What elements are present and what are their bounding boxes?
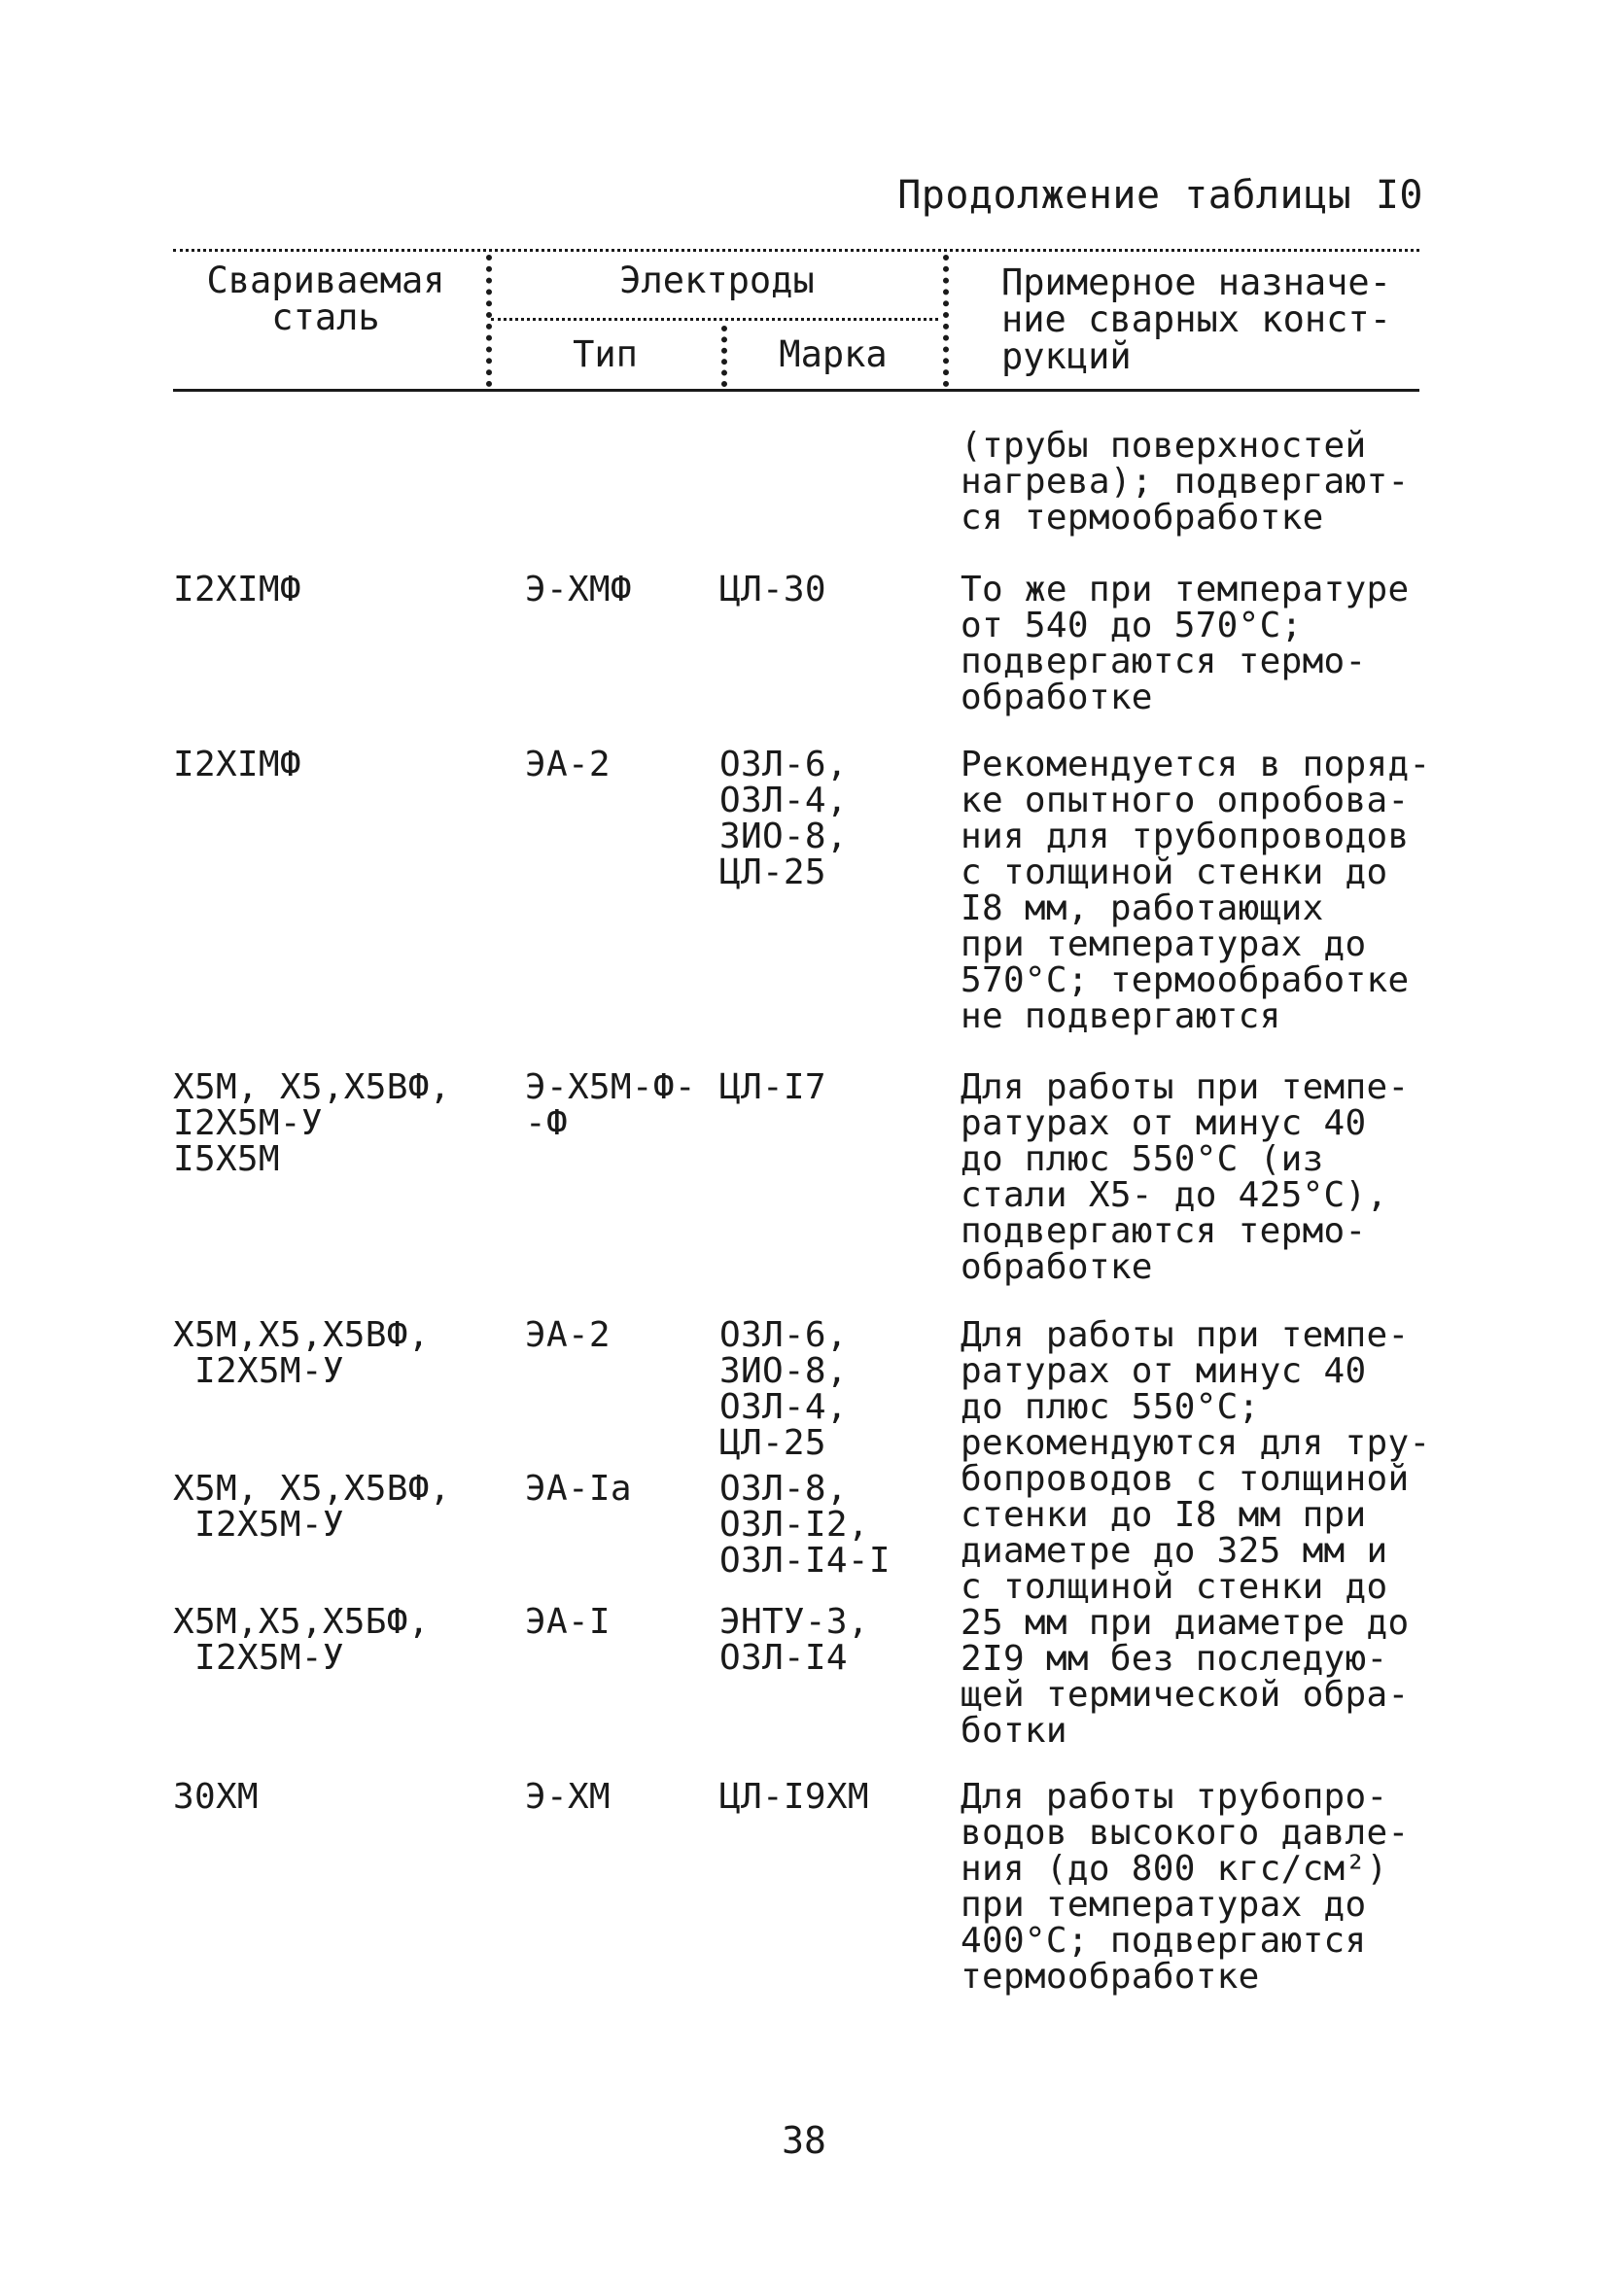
row-1-steel: I2XIМФ — [173, 570, 301, 609]
row-5-steel: Х5М, Х5,Х5ВФ, I2Х5М-У — [173, 1469, 451, 1545]
row-3-steel: Х5М, Х5,Х5ВФ, I2Х5М-У I5Х5М — [173, 1067, 451, 1179]
row-1-type: Э-ХМФ — [525, 570, 632, 609]
table-header-bottom-rule — [173, 389, 1419, 392]
row-3-type: Э-Х5М-Ф- -Ф — [525, 1067, 696, 1143]
row-4-brand: ОЗЛ-6, ЗИО-8, ОЗЛ-4, ЦЛ-25 — [719, 1315, 848, 1463]
header-divider-3 — [943, 255, 949, 387]
row-2-steel: I2XIМФ — [173, 745, 301, 784]
header-type: Тип — [573, 333, 638, 375]
electrodes-subheader-rule — [491, 318, 938, 321]
row-4-type: ЭА-2 — [525, 1315, 611, 1355]
row-7-type: Э-ХМ — [525, 1777, 611, 1817]
row-5-brand: ОЗЛ-8, ОЗЛ-I2, ОЗЛ-I4-I — [719, 1469, 891, 1581]
header-divider-1 — [486, 255, 492, 387]
row-1-purpose: То же при температуре от 540 до 570°С; подвергаются термо- обработке — [961, 570, 1410, 717]
row-4-steel: Х5М,Х5,Х5ВФ, I2Х5М-У — [173, 1315, 430, 1391]
row-7-steel: 30ХМ — [173, 1777, 259, 1817]
row-3-purpose: Для работы при темпе- ратурах от минус 40 до плюс 550°С (из стали Х5- до 425°С), подвергаются термо- обработке — [961, 1067, 1410, 1287]
row-6-brand: ЭНТУ-3, ОЗЛ-I4 — [719, 1602, 869, 1678]
table-caption: Продолжение таблицы I0 — [897, 173, 1423, 218]
row-6-type: ЭА-I — [525, 1602, 611, 1642]
row-2-brand: ОЗЛ-6, ОЗЛ-4, ЗИО-8, ЦЛ-25 — [719, 745, 848, 892]
page-number: 38 — [782, 2119, 826, 2162]
header-steel: Свариваемая сталь — [206, 260, 445, 338]
row-6-steel: Х5М,Х5,Х5БФ, I2Х5М-У — [173, 1602, 430, 1678]
row-3-brand: ЦЛ-I7 — [719, 1067, 826, 1107]
row-4-purpose: Для работы при темпе- ратурах от минус 40 до плюс 550°С; рекомендуются для тру- бопроводов с толщиной стенки до I8 мм при диаметре до 325 мм и с толщиной стенки до 25 мм при диаметре до 2I9 мм без последую- щей термической обра- ботки — [961, 1315, 1431, 1751]
row-0-purpose: (трубы поверхностей нагрева); подвергают- ся термообработке — [961, 426, 1410, 538]
row-5-type: ЭА-Iа — [525, 1469, 632, 1509]
row-1-brand: ЦЛ-30 — [719, 570, 826, 609]
row-2-type: ЭА-2 — [525, 745, 611, 784]
header-purpose: Примерное назначе- ние сварных конст- рукций — [1001, 261, 1391, 377]
table-top-rule — [173, 249, 1419, 252]
header-electrodes: Электроды — [619, 260, 815, 301]
row-7-purpose: Для работы трубопро- водов высокого давле- ния (до 800 кгс/см²) при температурах до 400°С; подвергаются термообработке — [961, 1777, 1410, 1997]
row-2-purpose: Рекомендуется в поряд- ке опытного опробова- ния для трубопроводов с толщиной стенки до I8 мм, работающих при температурах до 570°С; термообработке не подвергаются — [961, 745, 1431, 1036]
row-7-brand: ЦЛ-I9ХМ — [719, 1777, 869, 1817]
header-brand: Марка — [779, 333, 888, 375]
header-divider-2 — [721, 326, 727, 387]
